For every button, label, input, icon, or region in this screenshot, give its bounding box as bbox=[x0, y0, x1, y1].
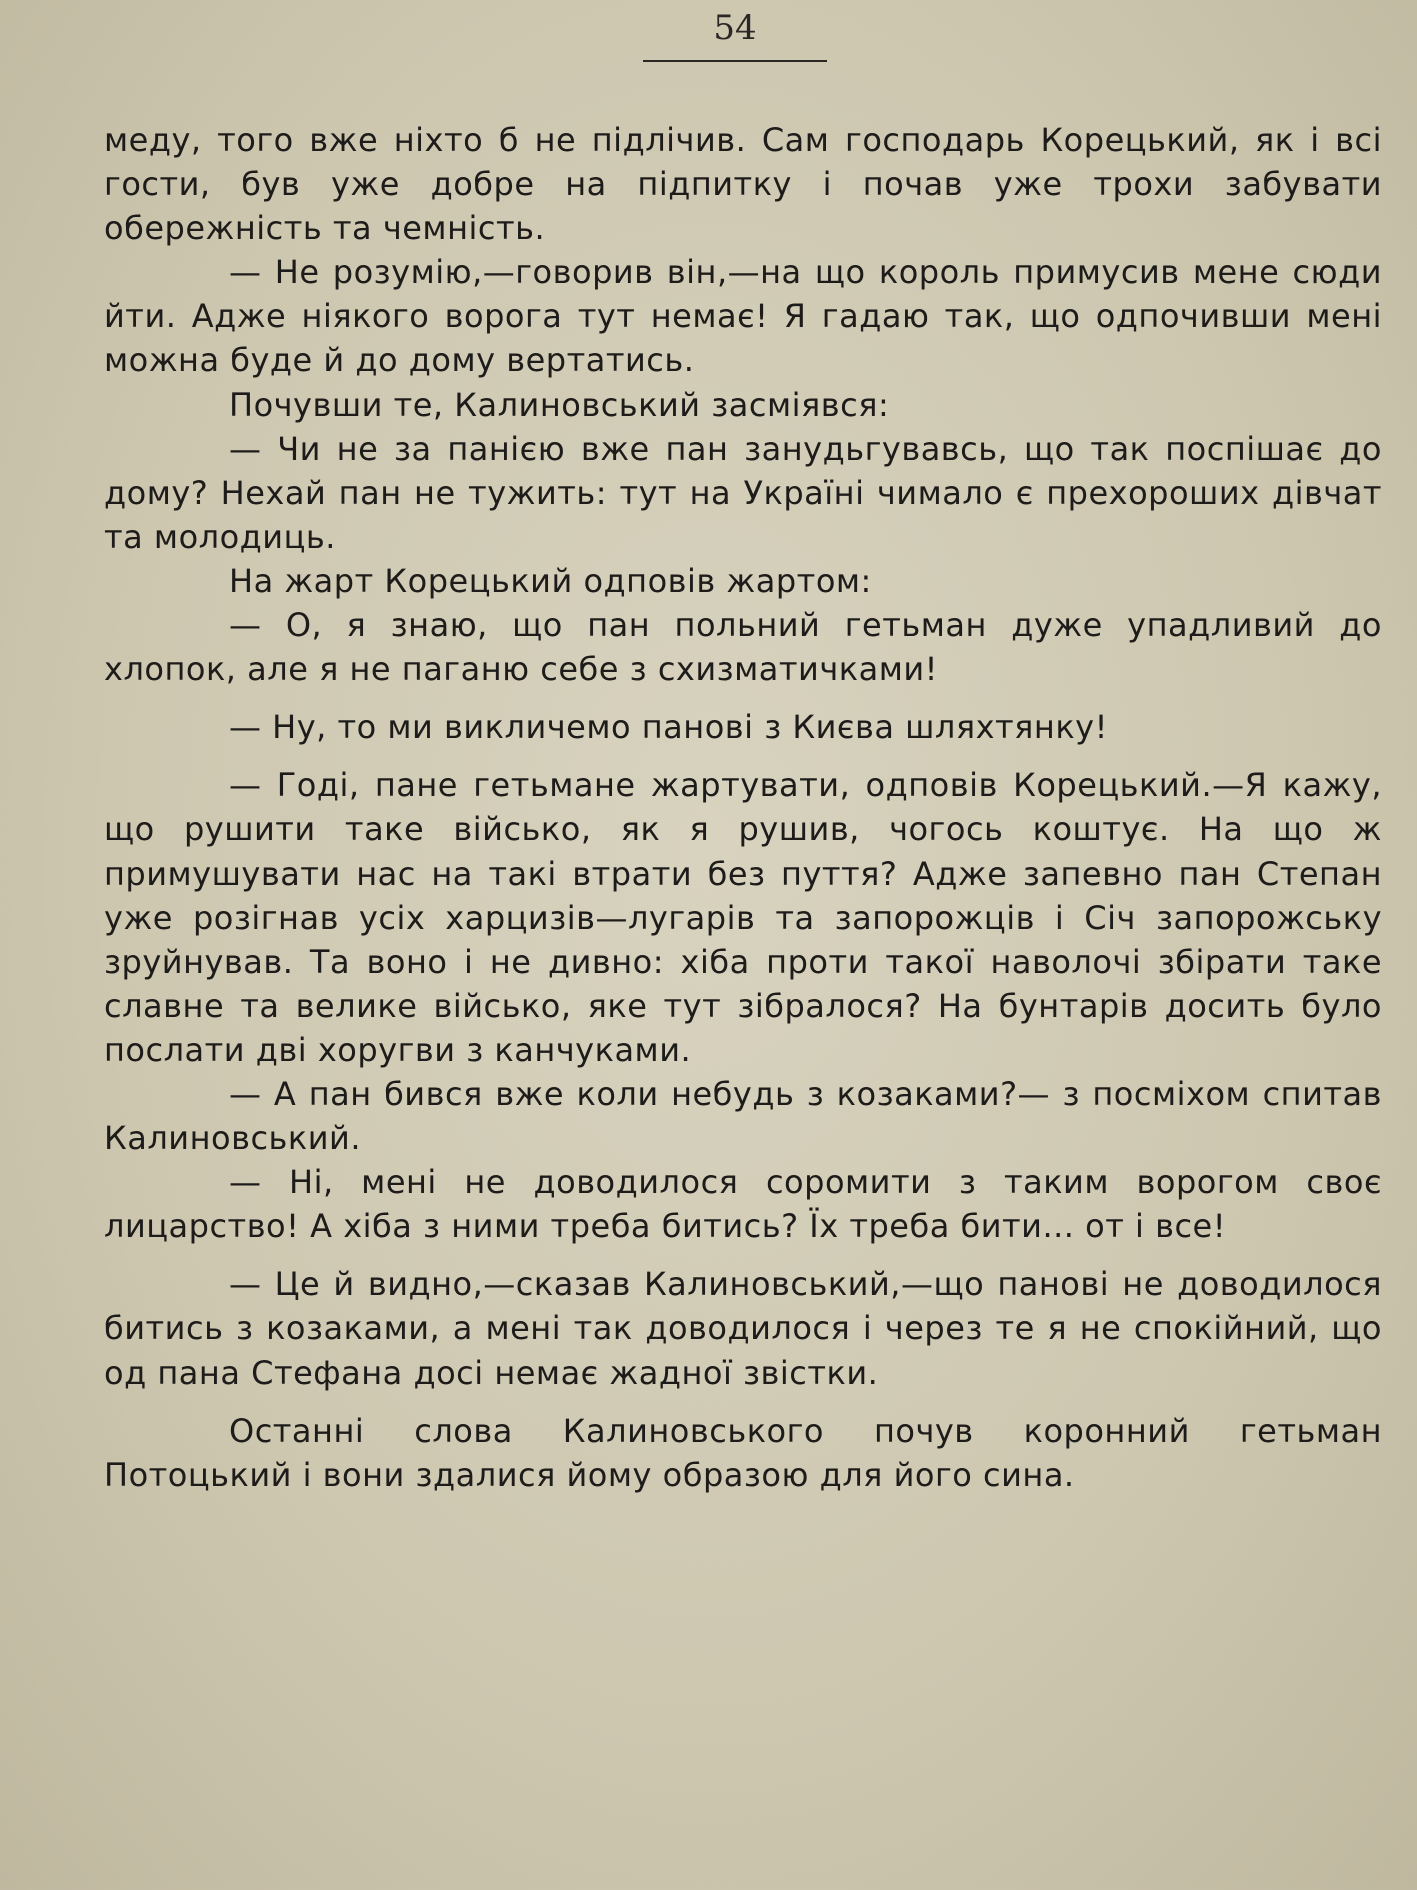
paragraph-6: — О, я знаю, що пан польний гетьман дуже упадливий до хлопок, але я не паганю себе з схизматичками! bbox=[104, 606, 1382, 689]
paragraph-5: На жарт Корецький одповів жартом: bbox=[229, 561, 872, 600]
paragraph-10: — Ні, мені не доводилося соромити з таким ворогом своє лицарство! А хіба з ними треба битись? Їх треба бити... от і все! bbox=[104, 1163, 1382, 1246]
page-number: 54 bbox=[713, 8, 757, 48]
paragraph-11: — Це й видно,—сказав Калиновський,—що панові не доводилося битись з козаками, а мені так доводилося і через те я не спокійний, що од пана Стефана досі немає жадної звістки. bbox=[104, 1265, 1382, 1392]
body-text bbox=[104, 118, 1382, 1497]
paragraph-2: — Не розумію,—говорив він,—на що король примусив мене сюди йти. Адже ніякого ворога тут немає! Я гадаю так, що одпочивши мені можна буде й до дому вертатись. bbox=[104, 253, 1382, 380]
paragraph-3: Почувши те, Калиновський засміявся: bbox=[229, 385, 890, 424]
paragraph-12: Останні слова Калиновського почув коронний гетьман Потоцький і вони здалися йому образою для його сина. bbox=[104, 1411, 1382, 1494]
paragraph-7: — Ну, то ми викличемо панові з Києва шляхтянку! bbox=[229, 708, 1108, 747]
paragraph-9: — А пан бився вже коли небудь з козаками?— з посміхом спитав Калиновський. bbox=[104, 1074, 1382, 1158]
paragraph-4: — Чи не за панією вже пан занудьгувавсь, що так поспішає до дому? Нехай пан не тужить: тут на Україні чимало є прехороших дівчат та молодиць. bbox=[104, 429, 1382, 556]
header-rule bbox=[643, 60, 827, 62]
paragraph-1: меду, того вже ніхто б не підлічив. Сам господарь Корецький, як і всі гости, був уже добре на підпитку і почав уже трохи забувати обережність та чемність. bbox=[104, 121, 1382, 248]
paragraph-8: — Годі, пане гетьмане жартувати, одповів Корецький.—Я кажу, що рушити таке військо, як я рушив, чогось коштує. На що ж примушувати нас на такі втрати без пуття? Адже запевно пан Степан уже розігнав усіх харцизів—лугарів та запорожців і Січ запорожську зруйнував. Та воно і не дивно: хіба проти такої наволочі збірати таке славне та велике військо, яке тут зібралося? На бунтарів досить було послати дві хоругви з канчуками. bbox=[104, 766, 1382, 1069]
